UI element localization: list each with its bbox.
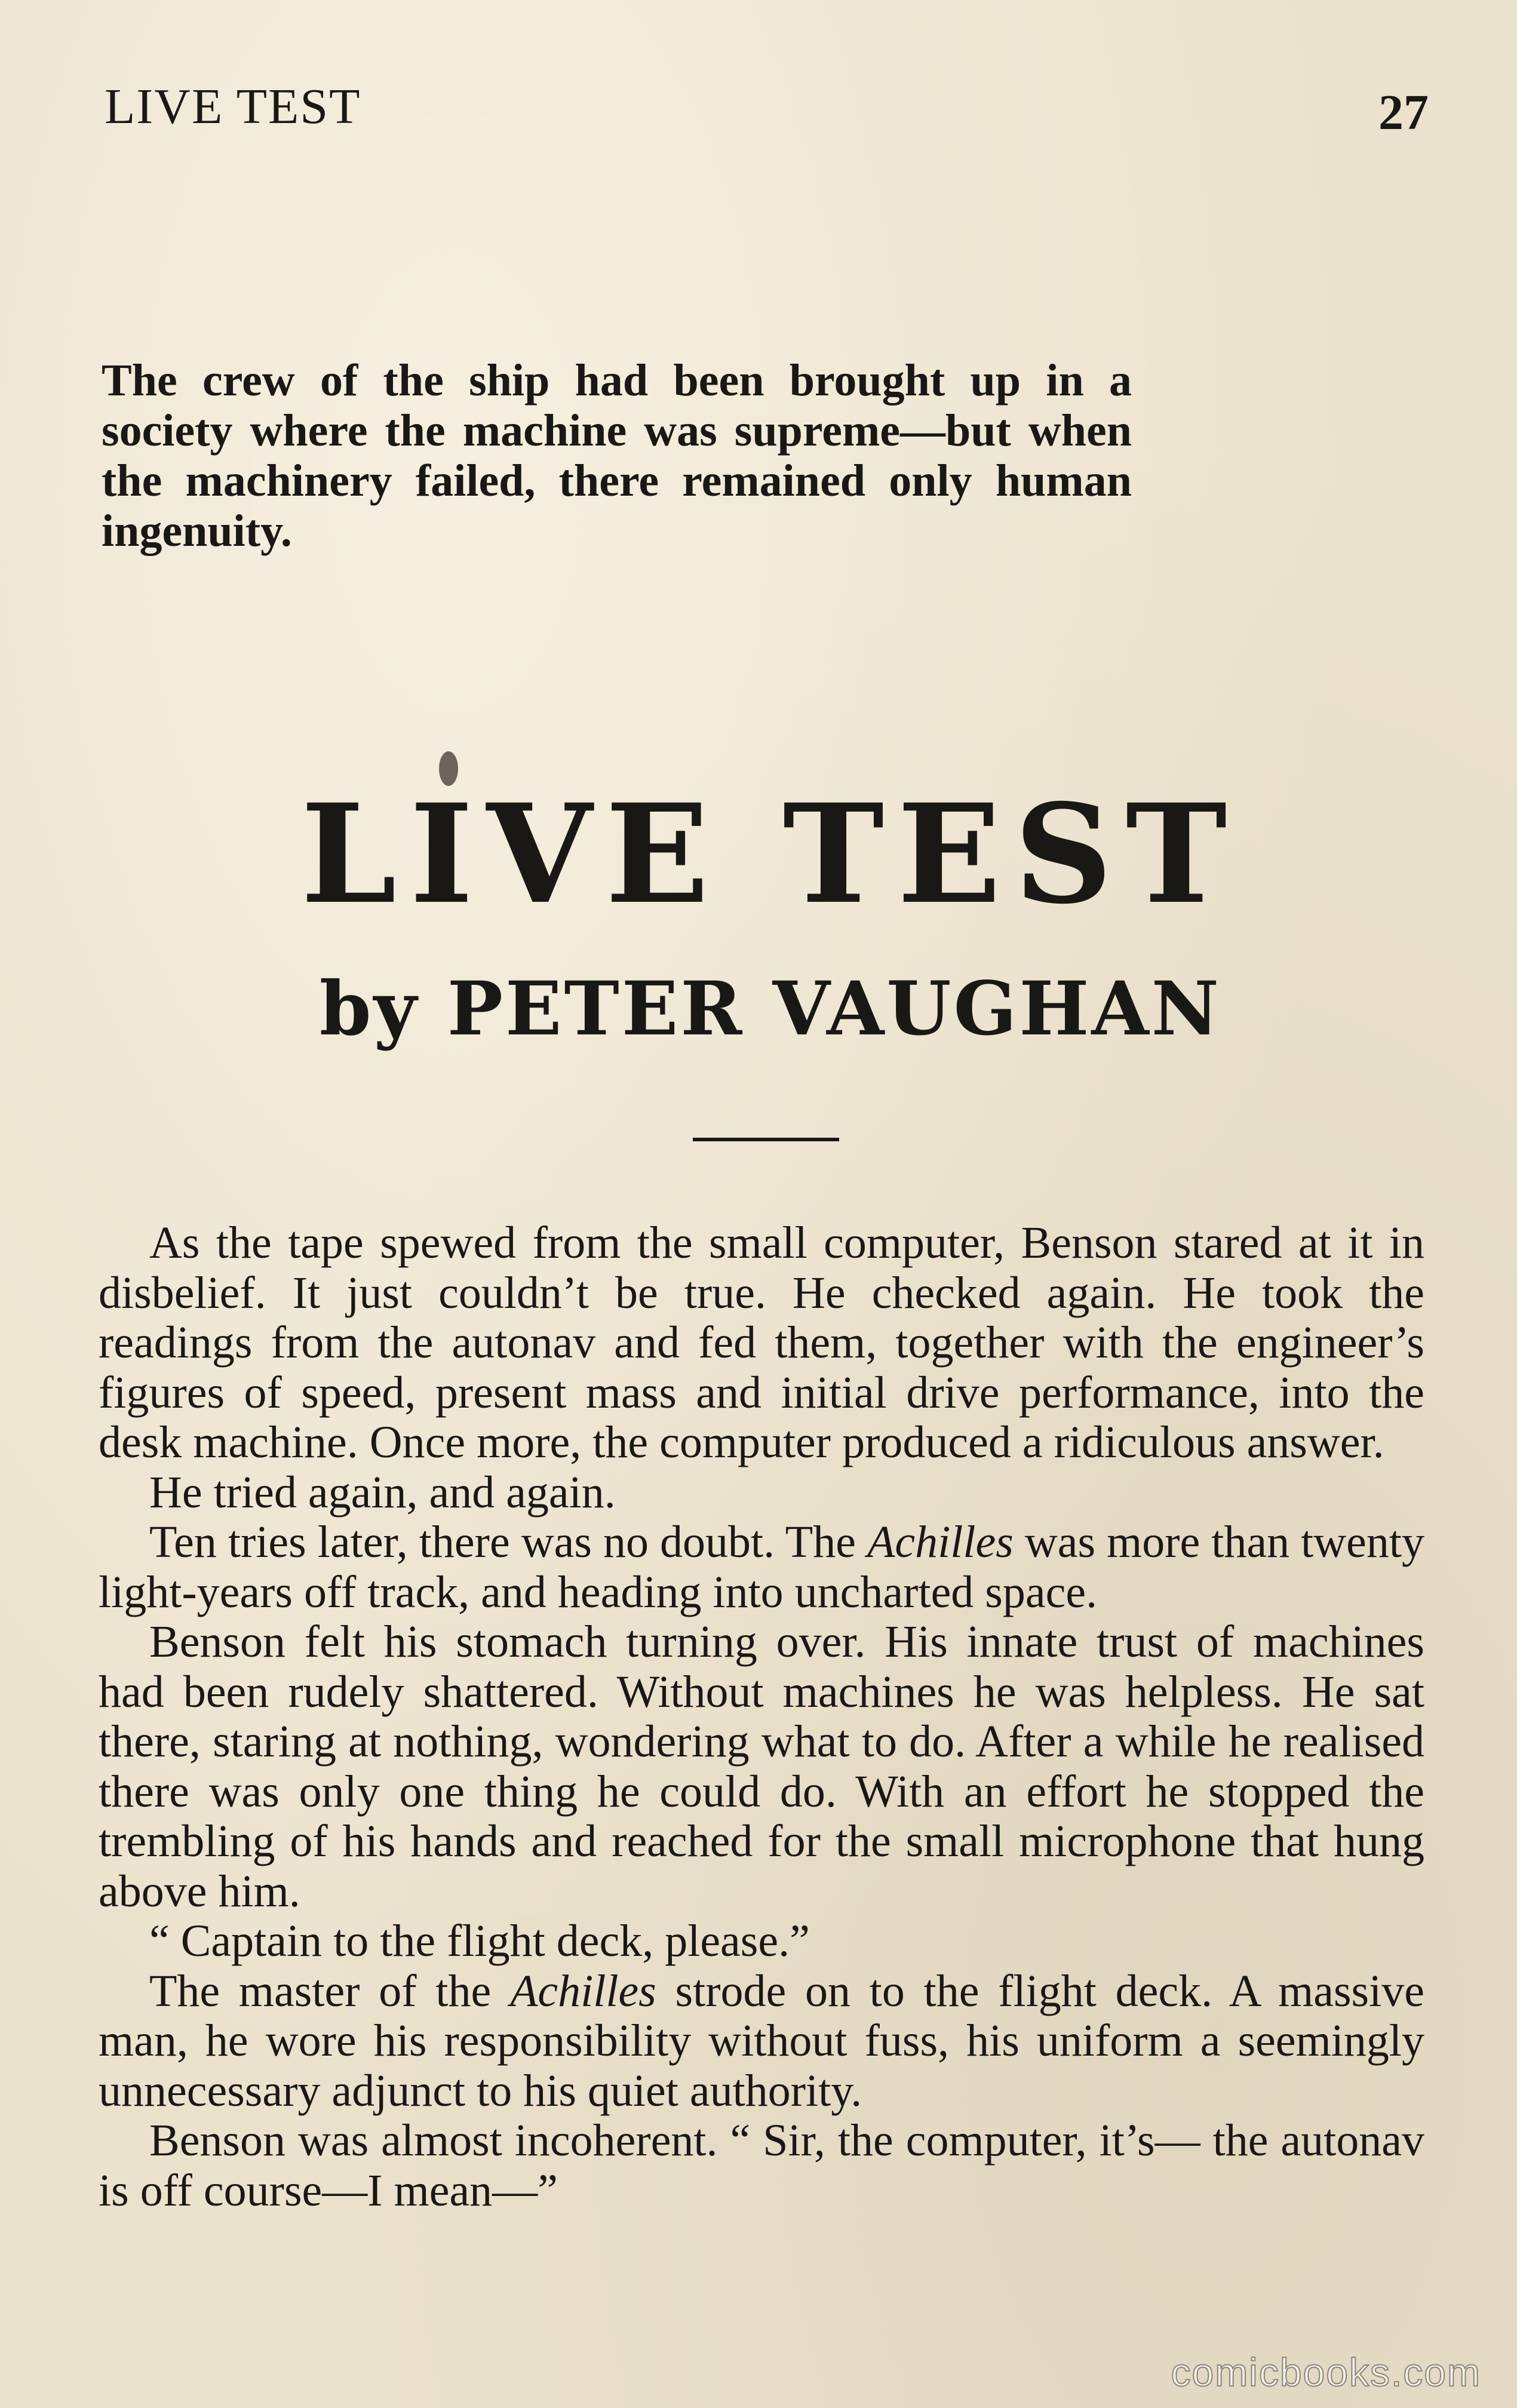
running-title: LIVE TEST [105,79,361,134]
story-byline: by PETER VAUGHAN [319,966,1222,1052]
story-blurb: The crew of the ship had been brought up in a society where the machine was supreme—but when the machinery failed, there remained only human ingenuity. [102,355,1132,556]
title-divider [693,1138,839,1141]
story-title: LIVE TEST [300,774,1240,934]
story-paragraph: As the tape spewed from the small computer, Benson stared at it in disbelief. It just couldn’t be true. He checked again. He took the readings from the autonav and fed them, together with the engineer’s figures of speed, present mass and initial drive performance, into the desk machine. Once more, the computer produced a ridiculous answer. [99,1218,1424,1467]
paragraph-text: Ten tries later, there was no doubt. The [149,1517,867,1567]
watermark: comicbooks.com [1171,2350,1481,2394]
story-paragraph: Benson felt his stomach turning over. His innate trust of machines had been rudely shattered. Without machines he was helpless. He sat there, staring at nothing, wondering what to do. After a while he realised there was only one thing he could do. With an effort he stopped the trembling of his hands and reached for the small microphone that hung above him. [99,1617,1424,1916]
story-body [99,1218,1424,2216]
story-paragraph [99,1967,1424,2117]
ship-name: Achilles [509,1965,656,2016]
paragraph-text: The master of the [149,1965,510,2016]
paragraph-text: was more than twenty light-years off track, and heading into uncharted space. [99,1517,1425,1617]
paragraph-text: strode on to the flight deck. A massive man, he wore his responsibility without fuss, his uniform a seemingly unnecessary adjunct to his quiet authority. [99,1965,1424,2116]
story-paragraph: Benson was almost incoherent. “ Sir, the computer, it’s— the autonav is off course—I mean—” [99,2115,1424,2216]
page-number: 27 [1378,85,1429,140]
story-paragraph [99,1518,1424,1617]
ship-name: Achilles [867,1517,1014,1567]
story-paragraph: “ Captain to the flight deck, please.” [149,1916,810,1966]
story-paragraph: He tried again, and again. [149,1467,616,1518]
